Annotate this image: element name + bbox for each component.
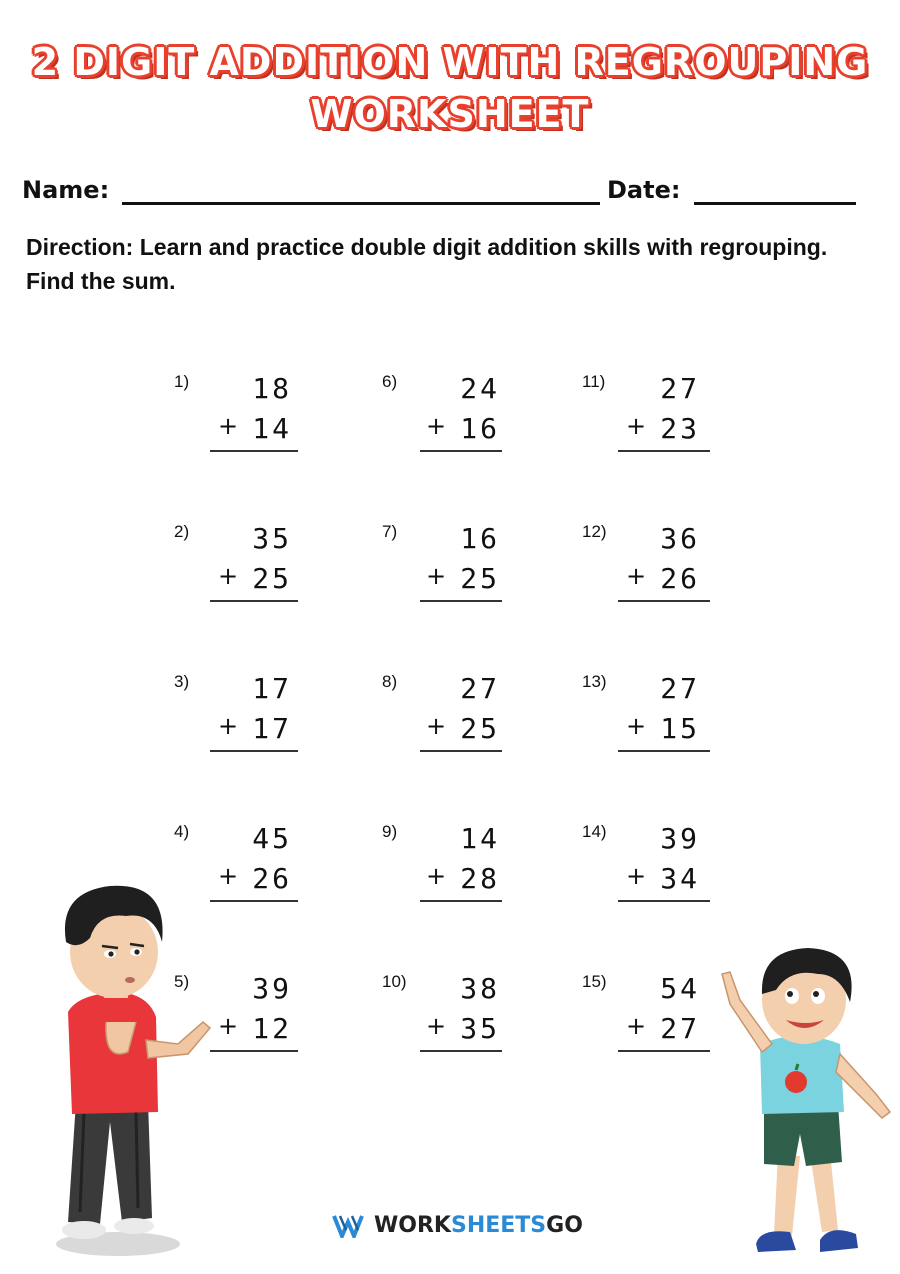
problem-13 [582,672,722,772]
addend-top: 17 [252,672,292,705]
problem-number: 12) [582,522,607,541]
addend-bottom: 16 [460,412,500,445]
addend-bottom: 25 [460,562,500,595]
addend-top: 54 [660,972,700,1005]
addend-top: 39 [660,822,700,855]
answer-line[interactable] [420,1050,502,1052]
problem-number: 10) [382,972,407,991]
addend-bottom: 12 [252,1012,292,1045]
problem-number: 5) [174,972,190,991]
addend-bottom: 26 [252,862,292,895]
answer-line[interactable] [618,1050,710,1052]
problem-number: 1) [174,372,190,391]
addend-bottom: 35 [460,1012,500,1045]
addend-bottom: 34 [660,862,700,895]
problem-1 [174,372,314,472]
answer-line[interactable] [420,900,502,902]
addend-top: 27 [660,672,700,705]
plus-sign: + [426,412,447,440]
plus-sign: + [626,862,647,890]
plus-sign: + [426,1012,447,1040]
plus-sign: + [426,712,447,740]
addend-bottom: 25 [460,712,500,745]
problem-number: 14) [582,822,607,841]
answer-line[interactable] [210,1050,298,1052]
addend-bottom: 14 [252,412,292,445]
thinking-boy-illustration [18,872,218,1262]
problem-number: 9) [382,822,398,841]
plus-sign: + [218,562,239,590]
problem-number: 3) [174,672,190,691]
answer-line[interactable] [420,600,502,602]
answer-line[interactable] [210,900,298,902]
plus-sign: + [626,712,647,740]
plus-sign: + [218,712,239,740]
addend-bottom: 26 [660,562,700,595]
problem-7 [382,522,522,622]
answer-line[interactable] [210,450,298,452]
addend-top: 27 [460,672,500,705]
worksheet-title-line1: 2 DIGIT ADDITION WITH REGROUPING [31,40,869,84]
problem-3 [174,672,314,772]
addend-top: 16 [460,522,500,555]
addend-top: 35 [252,522,292,555]
problem-number: 2) [174,522,190,541]
plus-sign: + [218,412,239,440]
addend-bottom: 25 [252,562,292,595]
addend-bottom: 27 [660,1012,700,1045]
name-field[interactable] [122,202,600,205]
problem-9 [382,822,522,922]
brand-part-sheets: SHEETS [450,1213,547,1238]
addend-top: 14 [460,822,500,855]
plus-sign: + [218,1012,239,1040]
plus-sign: + [626,1012,647,1040]
problem-11 [582,372,722,472]
worksheet-title-line2: WORKSHEET [310,92,590,136]
brand-part-work: WORK [374,1213,451,1238]
answer-line[interactable] [618,450,710,452]
problem-8 [382,672,522,772]
addend-bottom: 23 [660,412,700,445]
problem-number: 8) [382,672,398,691]
answer-line[interactable] [420,450,502,452]
problem-10 [382,972,522,1072]
addend-top: 18 [252,372,292,405]
problem-12 [582,522,722,622]
brand-part-go: GO [546,1213,583,1238]
date-field[interactable] [694,202,856,205]
answer-line[interactable] [618,900,710,902]
problem-number: 4) [174,822,190,841]
direction-text: Direction: Learn and practice double digit addition skills with regrouping. Find the sum. [26,234,828,294]
date-label: Date: [607,176,681,204]
problem-number: 13) [582,672,607,691]
problem-number: 6) [382,372,398,391]
problem-14 [582,822,722,922]
plus-sign: + [626,412,647,440]
answer-line[interactable] [618,750,710,752]
answer-line[interactable] [210,600,298,602]
addend-top: 24 [460,372,500,405]
pointing-boy-illustration [700,944,900,1272]
problem-number: 7) [382,522,398,541]
addend-top: 27 [660,372,700,405]
addend-top: 38 [460,972,500,1005]
info-row [22,172,862,212]
answer-line[interactable] [420,750,502,752]
worksheetsgo-logo-icon [332,1214,368,1238]
addend-top: 36 [660,522,700,555]
problem-number: 15) [582,972,607,991]
addend-bottom: 15 [660,712,700,745]
addend-bottom: 17 [252,712,292,745]
name-label: Name: [22,176,110,204]
problem-6 [382,372,522,472]
plus-sign: + [426,562,447,590]
addend-bottom: 28 [460,862,500,895]
brand-footer [332,1213,583,1238]
answer-line[interactable] [618,600,710,602]
answer-line[interactable] [210,750,298,752]
plus-sign: + [426,862,447,890]
addend-top: 39 [252,972,292,1005]
plus-sign: + [626,562,647,590]
problem-2 [174,522,314,622]
problem-number: 11) [582,372,606,391]
addend-top: 45 [252,822,292,855]
plus-sign: + [218,862,239,890]
